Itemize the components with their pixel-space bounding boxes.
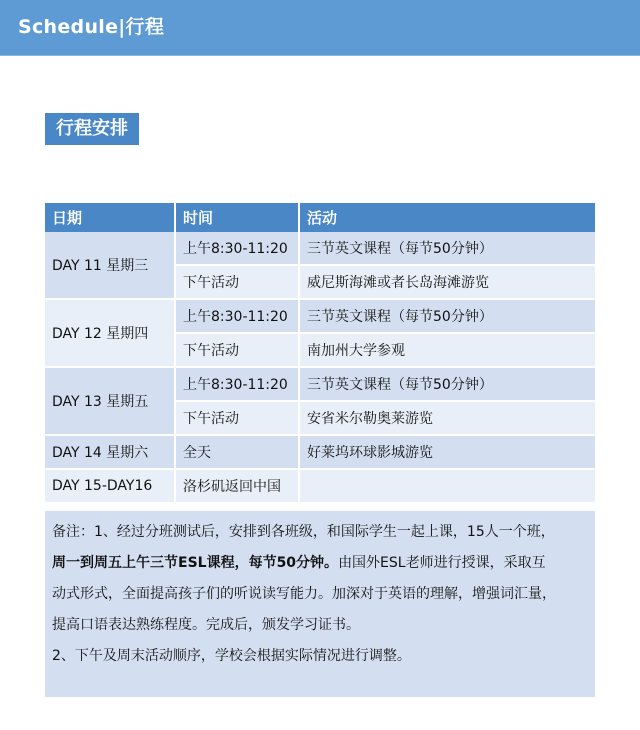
notes-line: 备注：1、经过分班测试后，安排到各班级，和国际学生一起上课，15人一个班， xyxy=(52,524,555,540)
time-cell: 上午8:30-11:20 xyxy=(175,367,299,401)
day-cell: DAY 13 星期五 xyxy=(45,367,175,435)
table-row xyxy=(45,469,595,503)
activity-cell: 南加州大学参观 xyxy=(299,333,595,367)
activity-cell xyxy=(299,469,595,503)
day-cell: DAY 15-DAY16 xyxy=(45,469,175,503)
table-row xyxy=(45,299,595,333)
header-title: Schedule|行程 xyxy=(18,16,165,38)
table-header-row xyxy=(45,203,595,232)
table-row xyxy=(45,232,595,265)
schedule-table xyxy=(45,203,595,504)
activity-cell: 三节英文课程（每节50分钟） xyxy=(299,232,595,265)
notes-line: 动式形式，全面提高孩子们的听说读写能力。加深对于英语的理解，增强词汇量， xyxy=(52,586,556,602)
column-header-time: 时间 xyxy=(175,203,299,232)
time-cell: 下午活动 xyxy=(175,401,299,435)
notes-line: 提高口语表达熟练程度。完成后，颁发学习证书。 xyxy=(52,617,360,633)
time-cell: 下午活动 xyxy=(175,265,299,299)
activity-cell: 三节英文课程（每节50分钟） xyxy=(299,299,595,333)
activity-cell: 安省米尔勒奥莱游览 xyxy=(299,401,595,435)
column-header-activity: 活动 xyxy=(299,203,595,232)
notes-line xyxy=(52,548,589,579)
notes-line: 2、下午及周末活动顺序，学校会根据实际情况进行调整。 xyxy=(52,648,411,664)
activity-cell: 威尼斯海滩或者长岛海滩游览 xyxy=(299,265,595,299)
table-row xyxy=(45,367,595,401)
activity-cell: 三节英文课程（每节50分钟） xyxy=(299,367,595,401)
page-header xyxy=(0,0,640,56)
day-cell: DAY 12 星期四 xyxy=(45,299,175,367)
time-cell: 上午8:30-11:20 xyxy=(175,232,299,265)
notes-box xyxy=(45,511,595,697)
table-row xyxy=(45,435,595,469)
time-cell: 下午活动 xyxy=(175,333,299,367)
notes-bold-text: 周一到周五上午三节ESL课程，每节50分钟。 xyxy=(52,555,339,571)
column-header-date: 日期 xyxy=(45,203,175,232)
time-cell: 洛杉矶返回中国 xyxy=(175,469,299,503)
time-cell: 全天 xyxy=(175,435,299,469)
day-cell: DAY 11 星期三 xyxy=(45,232,175,299)
day-cell: DAY 14 星期六 xyxy=(45,435,175,469)
notes-text: 由国外ESL老师进行授课，采取互 xyxy=(338,555,546,571)
time-cell: 上午8:30-11:20 xyxy=(175,299,299,333)
activity-cell: 好莱坞环球影城游览 xyxy=(299,435,595,469)
section-label: 行程安排 xyxy=(45,113,139,145)
